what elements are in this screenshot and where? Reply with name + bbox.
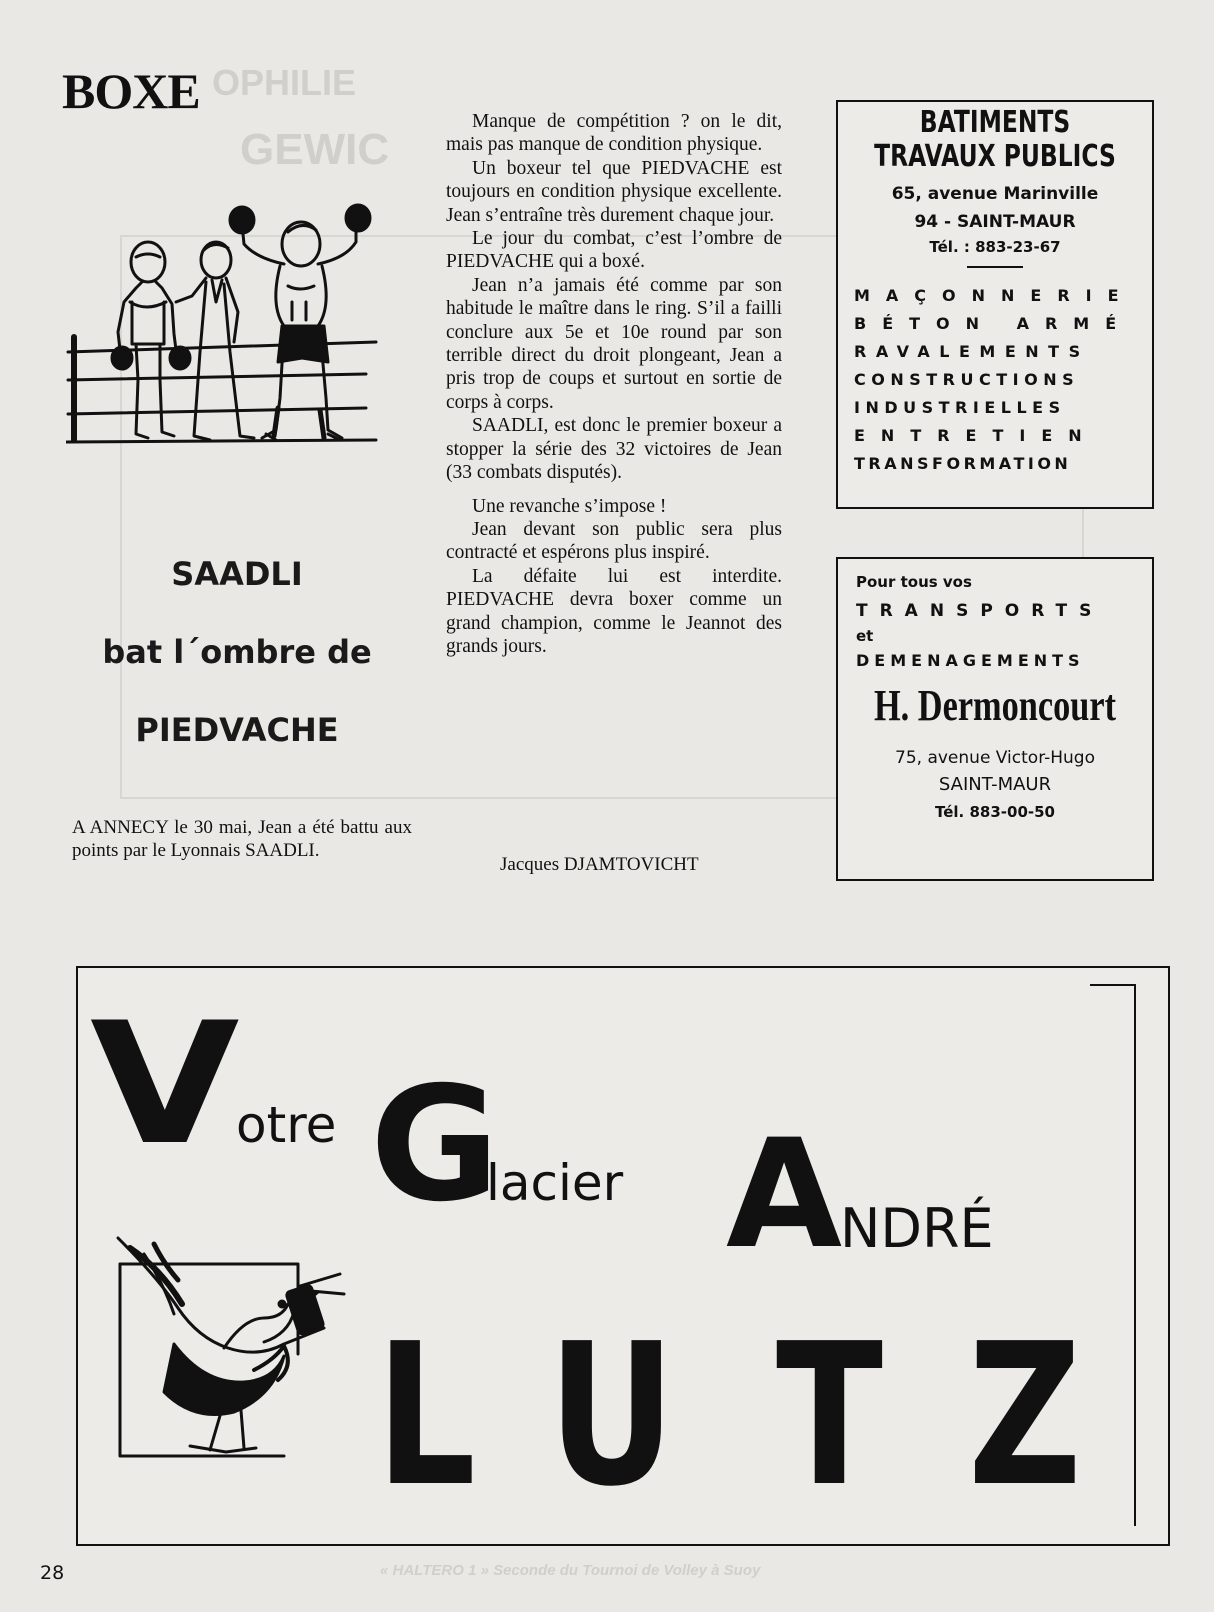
article-paragraph: Jean n’a jamais été comme par son habitude le maître dans le ring. S’il a failli conclure aux 5e et 10e round par son terrible direct du droit plongeant, Jean a pris trop de coups et surtout en sortie de corps à corps. — [446, 274, 782, 413]
ad-batiments-service: INDUSTRIELLES — [854, 398, 1066, 417]
ad-glacier-word-lacier: lacier — [486, 1154, 624, 1212]
bleed-through-subtitle: GEWIC — [240, 125, 390, 174]
ad-batiments-service: TRANSFORMATION — [854, 454, 1072, 473]
article-paragraph: Un boxeur tel que PIEDVACHE est toujours en condition physique excellente. Jean s’entraîne très durement chaque jour. — [446, 157, 782, 226]
ad-batiments-service: CONSTRUCTIONS — [854, 370, 1080, 389]
ad-batiments-service: ENTRETIEN — [854, 426, 1098, 445]
ad-transports-phone: Tél. 883-00-50 — [935, 803, 1055, 821]
article-paragraph: La défaite lui est interdite. PIEDVACHE devra boxer comme un grand champion, comme le Jeannot des grands jours. — [446, 565, 782, 657]
ad-batiments-address-1: 65, avenue Marinville — [891, 184, 1099, 204]
ad-transports-conj: et — [856, 627, 874, 645]
article-signature: Jacques DJAMTOVICHT — [500, 854, 699, 875]
ad-glacier-letter-v: V — [90, 986, 240, 1182]
ad-transports-company: H. Dermoncourt — [873, 681, 1117, 730]
ad-transports-line-2: DEMENAGEMENTS — [856, 651, 1085, 670]
ad-glacier-letter-g: G — [370, 1053, 500, 1237]
stork-illustration — [114, 1234, 364, 1466]
ad-glacier-lutz-u: U — [548, 1302, 676, 1530]
ad-glacier-lutz-z: Z — [968, 1302, 1082, 1530]
article-paragraph: Une revanche s’impose ! — [472, 495, 667, 517]
boxing-illustration — [66, 202, 386, 464]
headline-line-3: PIEDVACHE — [135, 711, 339, 749]
article-paragraph: Jean devant son public sera plus contracté et espérons plus inspiré. — [446, 518, 782, 564]
ad-transports-address-2: SAINT-MAUR — [938, 774, 1052, 795]
ad-glacier-lutz-l: L — [376, 1302, 476, 1530]
ad-glacier-letter-a: A — [726, 1108, 843, 1282]
bleed-through-title: OPHILIE — [212, 62, 357, 103]
ad-batiments-phone: Tél. : 883-23-67 — [929, 238, 1061, 256]
ad-glacier-word-ndre: NDRÉ — [840, 1197, 994, 1260]
ad-batiments-service: RAVALEMENTS — [854, 342, 1090, 361]
article-paragraph: SAADLI, est donc le premier boxeur a stopper la série des 32 victoires de Jean (33 combats disputés). — [446, 415, 782, 484]
ad-batiments-service: MAÇONNERIE — [854, 286, 1135, 305]
section-title: BOXE — [62, 63, 200, 119]
ad-batiments-service: BÉTON ARMÉ — [854, 314, 1133, 333]
article-paragraph: Le jour du combat, c’est l’ombre de PIEDVACHE qui a boxé. — [446, 228, 782, 273]
ad-transports-line-1: TRANSPORTS — [856, 601, 1104, 621]
ad-batiments — [836, 100, 1154, 509]
article-body — [446, 110, 782, 658]
headline-line-1: SAADLI — [171, 555, 303, 593]
ad-transports-intro: Pour tous vos — [856, 573, 972, 591]
ad-glacier-inner-frame — [1090, 984, 1136, 1526]
ad-glacier-word-otre: otre — [236, 1096, 337, 1154]
article-paragraph: Manque de compétition ? on le dit, mais pas manque de condition physique. — [446, 111, 782, 156]
ad-batiments-address-2: 94 - SAINT-MAUR — [914, 212, 1076, 232]
headline-line-2: bat l´ombre de — [102, 633, 372, 671]
ad-glacier-lutz-t: T — [776, 1302, 883, 1530]
ad-batiments-title-1: BATIMENTS — [919, 105, 1071, 140]
page-number: 28 — [40, 1562, 65, 1584]
ad-transports — [836, 557, 1154, 881]
photo-caption: A ANNECY le 30 mai, Jean a été battu aux points par le Lyonnais SAADLI. — [72, 817, 412, 861]
ad-batiments-divider — [967, 266, 1023, 268]
bleed-through-footer: « HALTERO 1 » Seconde du Tournoi de Volley à Suoy — [380, 1562, 761, 1579]
ad-transports-address-1: 75, avenue Victor-Hugo — [895, 748, 1095, 768]
ad-batiments-title-2: TRAVAUX PUBLICS — [874, 139, 1116, 174]
headline — [72, 555, 402, 749]
